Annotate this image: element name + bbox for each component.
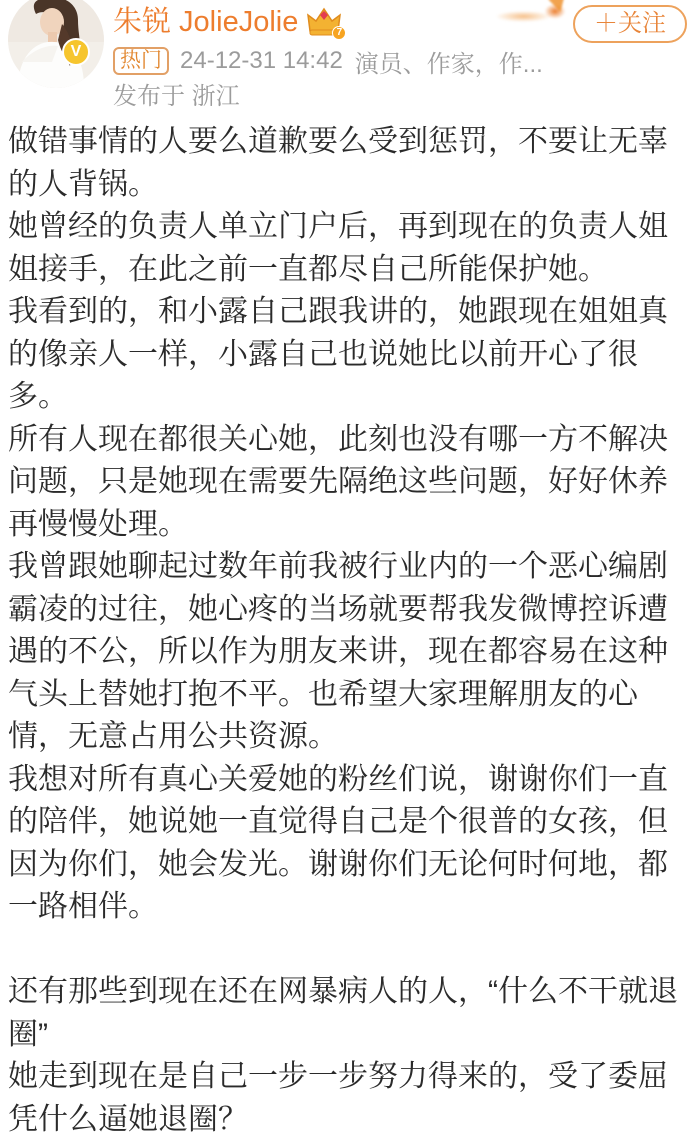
- timestamp: 24-12-31 14:42: [180, 47, 343, 74]
- post-paragraph: 我看到的，和小露自己跟我讲的，她跟现在姐姐真的像亲人一样，小露自己也说她比以前开心了很多。: [8, 295, 668, 413]
- hot-badge: 热门: [113, 47, 169, 75]
- post-location: 发布于 浙江: [113, 83, 240, 110]
- post-content: [0, 121, 690, 1141]
- avatar-photo: [8, 0, 104, 88]
- post-paragraph: 所有人现在都很关心她，此刻也没有哪一方不解决问题，只是她现在需要先隔绝这些问题，好好休养再慢慢处理。: [8, 422, 668, 541]
- avatar-photo-placeholder: [8, 0, 104, 88]
- user-description: 演员、作家，作...: [354, 50, 543, 78]
- follow-button[interactable]: ＋关注: [573, 5, 687, 43]
- vip-level-badge: 7: [332, 26, 346, 40]
- post-paragraph: 我曾跟她聊起过数年前我被行业内的一个恶心编剧霸凌的过往，她心疼的当场就要帮我发微博控诉遭遇的不公，所以作为朋友来讲，现在都容易在这种气头上替她打抱不平。也希望大家理解朋友的心情，无意占用公共资源。: [8, 550, 668, 753]
- post-paragraph: 她曾经的负责人单立门户后，再到现在的负责人姐姐接手，在此之前一直都尽自己所能保护她。: [8, 210, 668, 286]
- vip-crown-icon: [306, 5, 344, 39]
- post-paragraph: 她走到现在是自己一步一步努力得来的，受了委屈凭什么逼她退圈？: [8, 1060, 668, 1136]
- post-header: [0, 0, 690, 112]
- header-info: [113, 4, 543, 112]
- verified-badge-icon: V: [62, 38, 90, 66]
- post-paragraph: 我想对所有真心关爱她的粉丝们说，谢谢你们一直的陪伴，她说她一直觉得自己是个很普的女孩，但因为你们，她会发光。谢谢你们无论何时何地，都一路相伴。: [8, 762, 668, 923]
- post-paragraph: 做错事情的人要么道歉要么受到惩罚，不要让无辜的人背锅。: [8, 125, 668, 201]
- avatar[interactable]: [8, 0, 104, 88]
- post-paragraph: 还有那些到现在还在网暴病人的人，“什么不干就退圈”: [8, 975, 678, 1051]
- username[interactable]: 朱锐 JolieJolie: [113, 6, 299, 38]
